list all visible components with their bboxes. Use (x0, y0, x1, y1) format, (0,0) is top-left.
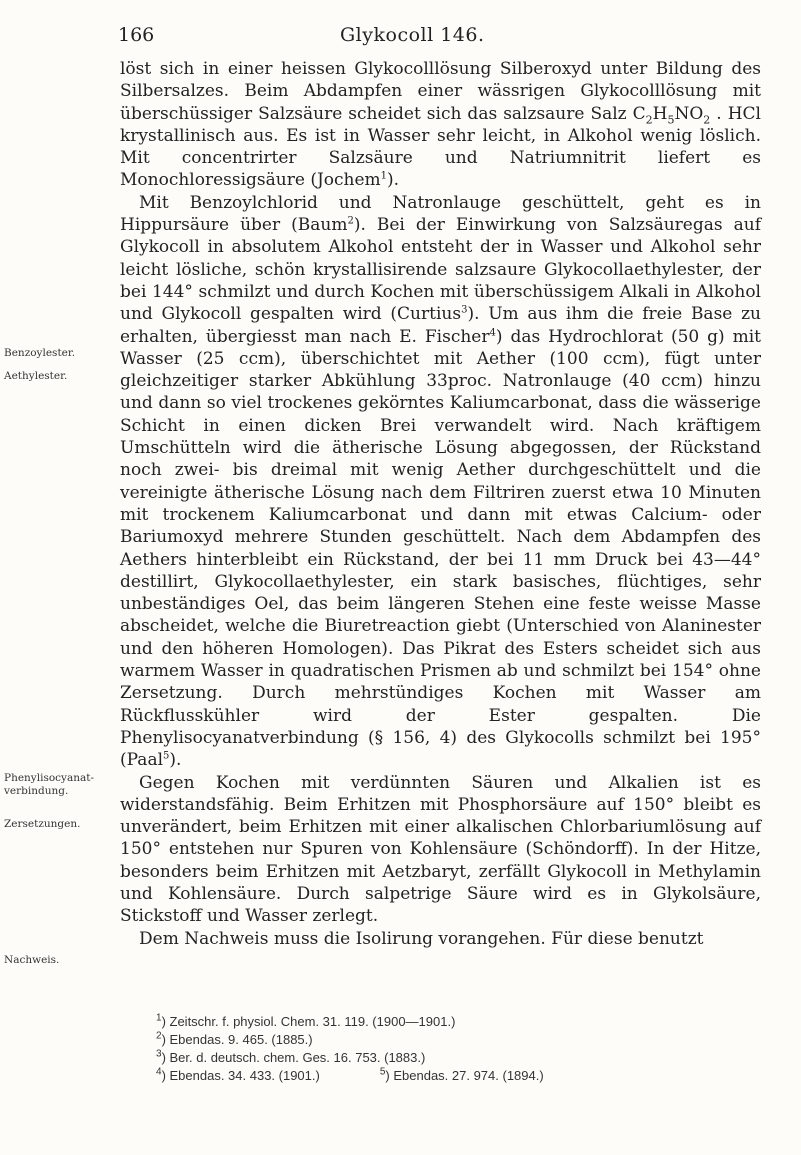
margin-note-zersetzungen: Zersetzungen. (4, 818, 81, 830)
footnote-5: $^5$) Ebendas. 27. 974. (1894.) (379, 1066, 544, 1083)
footnote-ref: 2 (347, 215, 354, 227)
page-number: 166 (118, 24, 155, 46)
footnote-1: $^1$) Zeitschr. f. physiol. Chem. 31. 119. (1900—1901.) (156, 1012, 456, 1029)
footnote-ref: 1 (380, 170, 388, 182)
paragraph-ester: Mit Benzoylchlorid und Natronlauge geschüttelt, geht es in Hippursäure über (Baum$^2$). Bei der Einwirkung von Salzsäuregas auf Glykocoll in absolutem Alkohol entsteht der in Wasser und Alkohol sehr leicht lösliche, schön krystallisirende salzsaure Glykocollaethylester, der bei 144° schmilzt und durch Kochen mit überschüssigem Alkali in Alkohol und Glykocoll gespalten wird (Curtius$^3$). Um aus ihm die freie Base zu erhalten, übergiesst man nach E. Fischer$^4$) das Hydrochlorat (50 g) mit Wasser (25 ccm), überschichtet mit Aether (100 ccm), fügt unter gleichzeitiger starker Abkühlung 33proc. Natronlauge (40 ccm) hinzu und dann so viel trockenes gekörntes Kaliumcarbonat, dass die wässerige Schicht in einen dicken Brei verwandelt wird. Nach kräftigem Umschütteln wird die ätherische Lösung abgegossen, der Rückstand noch zwei- bis dreimal mit wenig Aether durchgeschüttelt und die vereinigte ätherische Lösung nach dem Filtriren zuerst etwa 10 Minuten mit trockenem Kaliumcarbonat und dann mit etwas Calcium- oder Bariumoxyd mehrere Stunden geschüttelt. Nach dem Abdampfen des Aethers hinterbleibt ein Rückstand, der bei 11 mm Druck bei 43—44° destillirt, Glykocollaethylester, ein stark basisches, flüchtiges, sehr unbeständiges Oel, das beim längeren Stehen eine feste weisse Masse abscheidet, welche die Biuretreaction giebt (Unterschied von Alaninester und den höheren Homologen). Das Pikrat des Esters scheidet sich aus warmem Wasser in quadratischen Prismen ab und schmilzt bei 154° ohne Zersetzung. Durch mehrstündiges Kochen mit Wasser am Rückflusskühler wird der Ester gespalten. Die Phenylisocyanatverbindung (§ 156, 4) des Glykocolls schmilzt bei 195° (Paal$^5$). (120, 192, 761, 771)
footnotes (156, 1013, 776, 1085)
page-header (0, 24, 801, 48)
footnote-ref: 3 (461, 304, 468, 316)
footnote-ref: 4 (489, 326, 496, 338)
body-text (120, 58, 761, 950)
paragraph-silbersalz: löst sich in einer heissen Glykocolllösung Silberoxyd unter Bildung des Silbersalzes. Beim Abdampfen einer wässrigen Glykocolllösung mit überschüssiger Salzsäure scheidet sich das salzsaure Salz $C_2H_5NO_2$ . HCl krystallinisch aus. Es ist in Wasser sehr leicht, in Alkohol wenig löslich. Mit concentrirter Salzsäure und Natriumnitrit liefert es Monochloressigsäure (Jochem$^1$). (120, 59, 761, 191)
margin-note-nachweis: Nachweis. (4, 954, 60, 966)
footnote-3: $^3$) Ber. d. deutsch. chem. Ges. 16. 753. (1883.) (156, 1048, 426, 1065)
footnote-4: $^4$) Ebendas. 34. 433. (1901.) (156, 1066, 320, 1083)
footnote-2: $^2$) Ebendas. 9. 465. (1885.) (156, 1030, 313, 1047)
margin-note-benzoylester: Benzoylester. (4, 347, 76, 359)
paragraph-nachweis: Dem Nachweis muss die Isolirung vorangehen. Für diese benutzt (139, 928, 704, 949)
margin-note-aethylester: Aethylester. (4, 370, 68, 382)
margin-note-phenylisocyanat: Phenylisocyanat-verbindung. (4, 772, 95, 797)
paragraph-zersetzungen: Gegen Kochen mit verdünnten Säuren und Alkalien ist es widerstandsfähig. Beim Erhitzen mit Phosphorsäure auf 150° bleibt es unverändert, beim Erhitzen mit einer alkalischen Chlorbariumlösung auf 150° entstehen nur Spuren von Kohlensäure (Schöndorff). In der Hitze, besonders beim Erhitzen mit Aetzbaryt, zerfällt Glykocoll in Methylamin und Kohlensäure. Durch salpetrige Säure wird es in Glykolsäure, Stickstoff und Wasser zerlegt. (120, 772, 761, 927)
footnote-ref: 5 (163, 750, 170, 762)
running-title: Glykocoll 146. (340, 24, 485, 46)
